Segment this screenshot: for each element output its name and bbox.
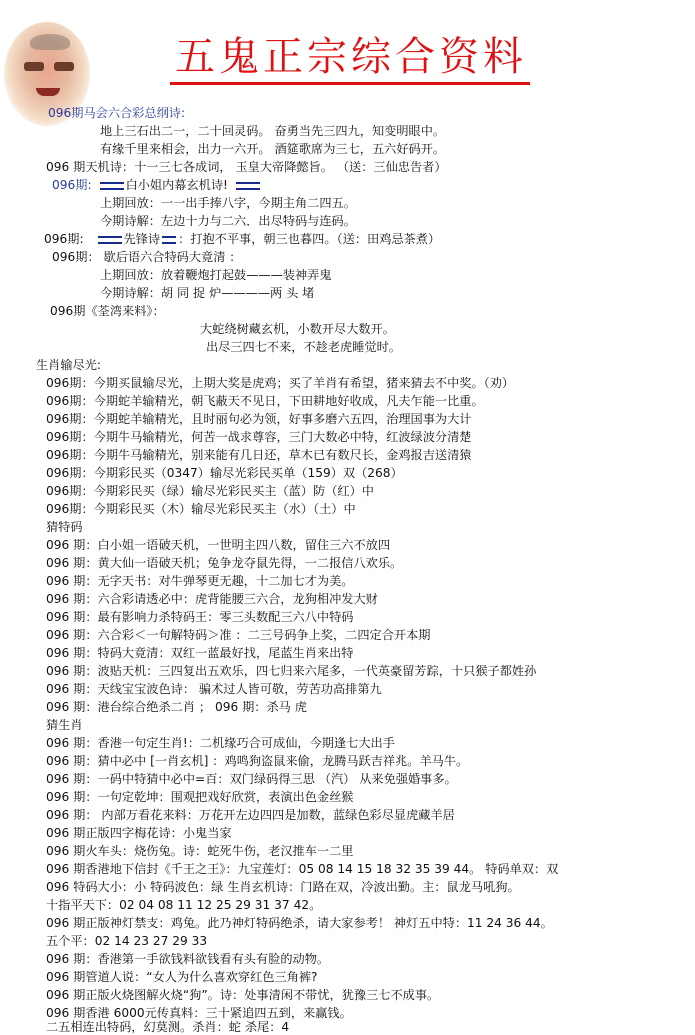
text-line: 096 期：六合彩请透必中：虎背能腰三六合，龙狗相冲发大财	[46, 592, 378, 606]
text-line: 096 期正版神灯禁支：鸡兔。此乃神灯特码绝杀，请大家参考！ 神灯五中特：11 24 36 44。	[46, 916, 553, 930]
text-line: 五个平：02 14 23 27 29 33	[46, 934, 208, 948]
text-line: 096期：今期牛马输精光，何苦一战求尊容，三门大数必中特，红波绿波分清楚	[46, 430, 472, 444]
text-line: 096期：今期彩民买（绿）输尽光彩民买主（蓝）防（红）中	[46, 484, 374, 498]
text-line: 096 期：最有影响力杀特码王：零三头数配三六八中特码	[46, 610, 354, 624]
text-line: 十指平天下：02 04 08 11 12 25 29 31 37 42。	[46, 898, 322, 912]
text-line: 096 期：波贴天机：三四复出五欢乐，四七归来六尾多，一代英豪留芳踪，十只猴子都姓孙	[46, 664, 537, 678]
avatar-glasses	[24, 62, 74, 72]
text-line: 096 期： 内部万看花来料：万花开左边四四是加数，蓝绿色彩尽显虎藏羊居	[46, 808, 455, 822]
section-heading: 猜生肖	[46, 718, 83, 732]
text-line: 096 特码大小：小 特码波色：绿 生肖玄机诗：门路在双，冷波出勤。主：鼠龙马吼狗。	[46, 880, 520, 894]
section-heading: 猜特码	[46, 520, 83, 534]
double-bar-icon	[162, 236, 176, 244]
text-line: 096期《荃湾来料》：	[50, 304, 165, 318]
title-underline	[170, 82, 530, 85]
text-line	[44, 232, 440, 247]
double-bar-icon	[100, 182, 124, 190]
text-line: 096 期：香港第一手欲钱料欲钱看有头有脸的动物。	[46, 952, 330, 966]
text-line: 096期：今期牛马输精光，别来能有几日还，草木已有数尺长，金鸡报吉送清猿	[46, 448, 472, 462]
text-line: 二五相连出特码，幻莫测。杀肖：蛇 杀尾：4	[46, 1020, 290, 1034]
text-line: 096 期：无字天书：对牛弹琴更无趣，十二加七才为美。	[46, 574, 354, 588]
text-line: 今期诗解：左边十力与二六．出尽特码与连码。	[100, 214, 356, 228]
text-line: 096 期：一码中特猜中必中=百：双门绿码得三思 （汽） 从来免强婚事多。	[46, 772, 457, 786]
text-line: 096 期：特码大竟清：双红一蓝最好找，尾蓝生肖来出特	[46, 646, 354, 660]
issue-label: 096期:	[44, 232, 84, 246]
text-line: 096 期：一句定乾坤：围观把戏好欣赏，表演出色金丝猴	[46, 790, 354, 804]
text-line: 出尽三四七不来，不趁老虎睡觉时。	[206, 340, 401, 354]
text-line: 096 期：天线宝宝波色诗： 骗术过人皆可敬，劳苦功高排第九	[46, 682, 382, 696]
avatar-mouth	[36, 88, 60, 96]
issue-label: 096期:	[52, 178, 92, 192]
heading-text: 先锋诗	[123, 232, 161, 246]
text-line: 大蛇绕树藏玄机，小数开尽大数开。	[200, 322, 395, 336]
double-bar-icon	[236, 182, 260, 190]
text-line: 096 期管道人说：“女人为什么喜欢穿红色三角裤?	[46, 970, 318, 984]
text-line: 096 期火车头：烧伤兔。诗：蛇死牛伤，老汉推车一二里	[46, 844, 354, 858]
section-heading: 生肖输尽光:	[36, 358, 102, 372]
text-line	[52, 178, 262, 193]
text-line: 096 期：港台综合绝杀二肖 ； 096 期：杀马 虎	[46, 700, 307, 714]
text-line: 096期：今期买鼠输尽光，上期大奖是虎鸡；买了羊肖有希望，猪来猜去不中奖。（劝）	[46, 376, 515, 390]
text-line: 今期诗解：胡 同 捉 炉————两 头 堵	[100, 286, 315, 300]
text-line: 096 期正版火烧图解火烧“狗”。诗：处事清闲不带忧，犹豫三七不成事。	[46, 988, 440, 1002]
text-line: 096 期正版四字梅花诗：小鬼当家	[46, 826, 232, 840]
text-line: 096 期：白小姐一语破天机，一世明主四八数，留住三六不放四	[46, 538, 391, 552]
text-line: 096 期：猜中必中 [一肖玄机] ：鸡鸣狗盗鼠来偷，龙腾马跃吉祥兆。羊马牛。	[46, 754, 469, 768]
text-line: 上期回放：放着鞭炮打起鼓———装神弄鬼	[100, 268, 332, 282]
text-line: 096 期香港 6000元传真料：三十紧追四五到，来赢钱。	[46, 1006, 352, 1020]
avatar-hair	[30, 34, 70, 50]
text-line: 有缘千里来相会，出力一六开。 酒筵歌席为三七，五六好码开。	[100, 142, 446, 156]
text-line: 096期：今期蛇羊输精光，且时丽句必为领，好事多磨六五四，治理国事为大计	[46, 412, 472, 426]
text-line: 096期：今期彩民买（0347）输尽光彩民买单（159）双（268）	[46, 466, 403, 480]
text-line: 096 期：香港一句定生肖!：二机缘巧合可成仙，今期逢七大出手	[46, 736, 395, 750]
text-line: 096期马会六合彩总纲诗:	[48, 106, 186, 120]
text-line: 096 期：六合彩＜一句解特码＞准 ：二三号码争上奖，二四定合开本期	[46, 628, 431, 642]
poem-text: ：打抱不平事，朝三也暮四。（送：田鸡忌茶煮）	[178, 232, 441, 246]
text-line: 上期回放：一一出手捧八字，今期主角二四五。	[100, 196, 356, 210]
text-line: 096期：今期蛇羊输精光，朝飞蔽天不见日，下田耕地好收成，凡夫乍能一比重。	[46, 394, 484, 408]
double-bar-icon	[98, 236, 122, 244]
text-line: 096期： 歇后语六合特码大竟清 ：	[52, 250, 242, 264]
text-line: 地上三石出二一，二十回灵码。 奋勇当先三四九，知变明眼中。	[100, 124, 446, 138]
text-line: 096 期天机诗：十一三七各成词， 玉皇大帝降懿旨。 （送：三仙忠告者）	[46, 160, 447, 174]
page-title: 五鬼正宗综合资料	[175, 34, 527, 80]
text-line: 096期：今期彩民买（木）输尽光彩民买主（水）（土）中	[46, 502, 356, 516]
text-line: 096 期香港地下信封《千王之王》：九宝莲灯：05 08 14 15 18 32 35 39 44。 特码单双：双	[46, 862, 559, 876]
text-line: 096 期：黄大仙一语破天机；兔争龙夺鼠先得，一二报信八欢乐。	[46, 556, 403, 570]
heading-text: 白小姐内幕玄机诗!	[125, 178, 228, 192]
